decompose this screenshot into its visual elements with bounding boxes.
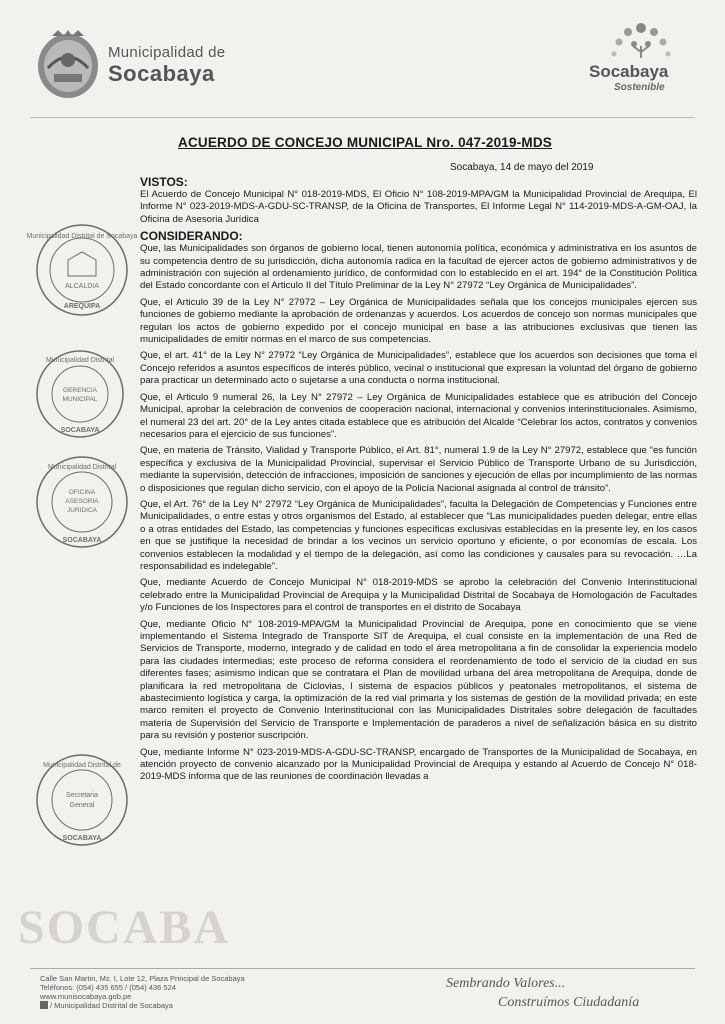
asesoria-juridica-stamp [34, 454, 130, 550]
footer-address: Calle San Martin, Mz. I, Lote 12, Plaza Principal de Socabaya [40, 974, 245, 983]
considerando-paragraph: Que, mediante Informe N° 023-2019-MDS-A-GDU-SC-TRANSP, encargado de Transportes de la Municipalidad de Socabaya, en atención proyecto de convenio alcanzado por la Municipalidad Provincial de Arequipa y estando al Acuerdo de Concejo N° 018-2019-MDS informa que de las reuniones de coordinación llevadas a [140, 746, 697, 783]
considerando-paragraph: Que, en materia de Tránsito, Vialidad y Transporte Público, el Art. 81°, numeral 1.9 de la Ley N° 27972, establece que “es función específica y exclusiva de la Municipalidad Provincial, supervisar el Servicio Público de Transporte Urbano de su Jurisdicción, mediante la supervisión, detección de infracciones, imposición de sanciones y ejecución de ellas por incumplimiento de las normas o disposiciones que regulan dicho servicio, con el apoyo de la Policía Nacional asignada al control de tránsito”. [140, 445, 697, 494]
considerando-paragraph: Que, mediante Acuerdo de Concejo Municipal N° 018-2019-MDS se aprobo la celebración del Convenio Interinstitucional celebrado entre la Municipalidad Provincial de Arequipa y la Municipalidad Distrital de Socabaya de Homologación de Facultades y/o Funciones de los Inspectores para el control de transportes en el distrito de Socabaya [140, 577, 697, 614]
document-date: Socabaya, 14 de mayo del 2019 [450, 162, 594, 173]
vistos-heading: VISTOS: [140, 175, 188, 189]
footer-facebook [40, 1001, 245, 1010]
footer-divider [30, 968, 695, 969]
stamp-3-mid2: ASESORIA [65, 498, 99, 505]
footer-phones: Teléfonos: (054) 435 655 / (054) 436 524 [40, 983, 176, 992]
alcaldia-stamp [26, 222, 138, 318]
considerando-heading: CONSIDERANDO: [140, 229, 243, 244]
stamp-4-top: Municipalidad Distrital de [43, 762, 121, 769]
stamp-2-mid1: GERENCIA [63, 387, 97, 394]
stamp-3-bottom: SOCABAYA [62, 537, 102, 544]
footer-slogan-line2: Construímos Ciudadanía [498, 995, 640, 1010]
stamp-4-mid2: General [69, 802, 95, 809]
socabaya-watermark: SOCABA [18, 901, 231, 954]
municipality-name-line2: Socabaya [108, 61, 215, 86]
footer-contact [40, 974, 245, 1010]
stamp-4-mid1: Secretaria [66, 792, 98, 799]
considerando-paragraph: Que, las Municipalidades son órganos de gobierno local, tienen autonomía política, económica y administrativa en los asuntos de su competencia dentro de su jurisdicción, dicha autonomía radica en la facultad de ejercer actos de gobierno administrativos y de administración con sujeción al ordenamiento jurídico, de conformidad con lo establecido en el art. 194° de la Constitución Política del Estado concordante con el Articulo II del Título Preliminar de la Ley N° 27972 “Ley Orgánica de Municipalidades”. [140, 243, 697, 292]
brand-tagline: Sostenible [614, 82, 665, 93]
municipality-name-line1: Municipalidad de [108, 44, 226, 61]
municipality-name [108, 44, 225, 87]
stamp-2-top: Municipalidad Distrital [45, 357, 115, 364]
stamp-3-mid1: OFICINA [68, 489, 96, 496]
gerencia-municipal-stamp [34, 348, 126, 440]
stamp-1-top: Municipalidad Distrital de Socabaya [26, 233, 138, 240]
secretaria-general-stamp [34, 752, 130, 848]
considerando-paragraph: Que, mediante Oficio N° 108-2019-MPA/GM la Municipalidad Provincial de Arequipa, pone en conocimiento que se viene implementando el Sistema Integrado de Transporte SIT de Arequipa, el cual consiste en la implementación de una Red de Servicios de Transporte, moderno, integrado y de calidad en todo el área metropolitana a fin de consolidar la experiencia modelo para las ciudades intermedias; este proceso de reforma considera el reordenamiento de todo el servicio de la ciudad en sus diferentes fases; asimismo indican que se contratara el Plan de movilidad urbana del área metropolitana de Arequipa, donde de planificara la red metropolitana de Ciclovias, l sistema de espacios públicos y peatonales metropolitanos, el sistema de abastecimiento logística y carga, la optimización de la red vial primaria y los sistemas de gestión de la movilidad privada; en este marco remiten el proyecto de Convenio Interinstitucional con las Municipalidades Distritales sobre delegación de facultades materia de Supervisión del Servicio de Transporte e Implementación de paraderos a nivel de señalización básica en su distrito para su revisión y posterior suscripción. [140, 618, 697, 742]
considerando-paragraph: Que, el Articulo 9 numeral 26, la Ley N° 27972 – Ley Orgánica de Municipalidades establece que es atribución del Concejo Municipal, aprobar la celebración de convenios de cooperación nacional, internacional y convenios interinstitucionales. Asimismo, el numeral 23 del art. 20° de la Ley antes citada establece que es atribución del Alcalde “Celebrar los actos, contratos y convenios necesarios para el ejercicio de sus funciones”. [140, 391, 697, 440]
stamp-4-bottom: SOCABAYA [62, 835, 102, 842]
footer-slogan-line1: Sembrando Valores... [446, 976, 566, 991]
brand-name: Socabaya [589, 62, 669, 81]
facebook-icon [40, 1001, 48, 1009]
municipality-shield-logo [34, 28, 102, 100]
considerando-paragraph: Que, el Articulo 39 de la Ley N° 27972 – Ley Orgánica de Municipalidades señala que los concejos municipales ejercen sus funciones de gobierno mediante la aprobación de ordenanzas y acuerdos. Los acuerdos de concejo son normas municipales que regulan los actos de gobierno expedido por el concejo municipal en base a las atribuciones exclusivas que tienen las municipalidades de emitir normas en el marco de sus competencias. [140, 296, 697, 346]
stamp-2-mid2: MUNICIPAL [62, 396, 98, 403]
header-divider [30, 117, 695, 118]
stamp-1-mid: ALCALDIA [65, 283, 99, 290]
footer-website[interactable]: www.munisocabaya.gob.pe [40, 992, 132, 1001]
considerando-paragraph: Que, el art. 41° de la Ley N° 27972 “Ley Orgánica de Municipalidades”, establece que los acuerdos son decisiones que toma el Concejo referidos a asuntos específicos de interés público, vecinal o institucional que expresan la voluntad del órgano de gobierno para practicar un determinado acto o sujetarse a una conducta o norma institucional. [140, 350, 697, 387]
document-title: ACUERDO DE CONCEJO MUNICIPAL Nro. 047-2019-MDS [178, 135, 553, 150]
considerando-paragraph: Que, el Art. 76° de la Ley N° 27972 “Ley Orgánica de Municipalidades”, faculta la Delegación de Competencias y Funciones entre Municipalidades, o entre estas y otros organismos del Estado, al establecer que “Las municipalidades pueden delegar, entre ellas o a otras entidades del Estado, las competencias y funciones específicas exclusivas establecidas en la presente ley, en los casos en que se justifique la necesidad de brindar a los vecinos un servicio oportuno y eficiente, o por economías de escala. Los convenios establecen la modalidad y el tiempo de la delegación, así como las condiciones y causales para su revocación. …La responsabilidad es indelegable”. [140, 498, 697, 572]
footer-facebook-label: / Municipalidad Distrital de Socabaya [50, 1001, 173, 1010]
document-body [140, 176, 697, 788]
stamp-3-top: Municipalidad Distrital [47, 464, 117, 471]
stamp-1-bottom: AREQUIPA [63, 303, 101, 310]
stamp-2-bottom: SOCABAYA [60, 427, 100, 434]
vistos-paragraph: El Acuerdo de Concejo Municipal N° 018-2019-MDS, El Oficio N° 108-2019-MPA/GM la Municipalidad Provincial de Arequipa, El Informe N° 023-2019-MDS-A-GDU-SC-TRANSP, de la Oficina de Transportes, El Informe Legal N° 114-2019-MDS-A-GM-OAJ, la Oficina de Asesoria Jurídica [140, 189, 697, 225]
stamp-3-mid3: JURIDICA [67, 507, 97, 514]
